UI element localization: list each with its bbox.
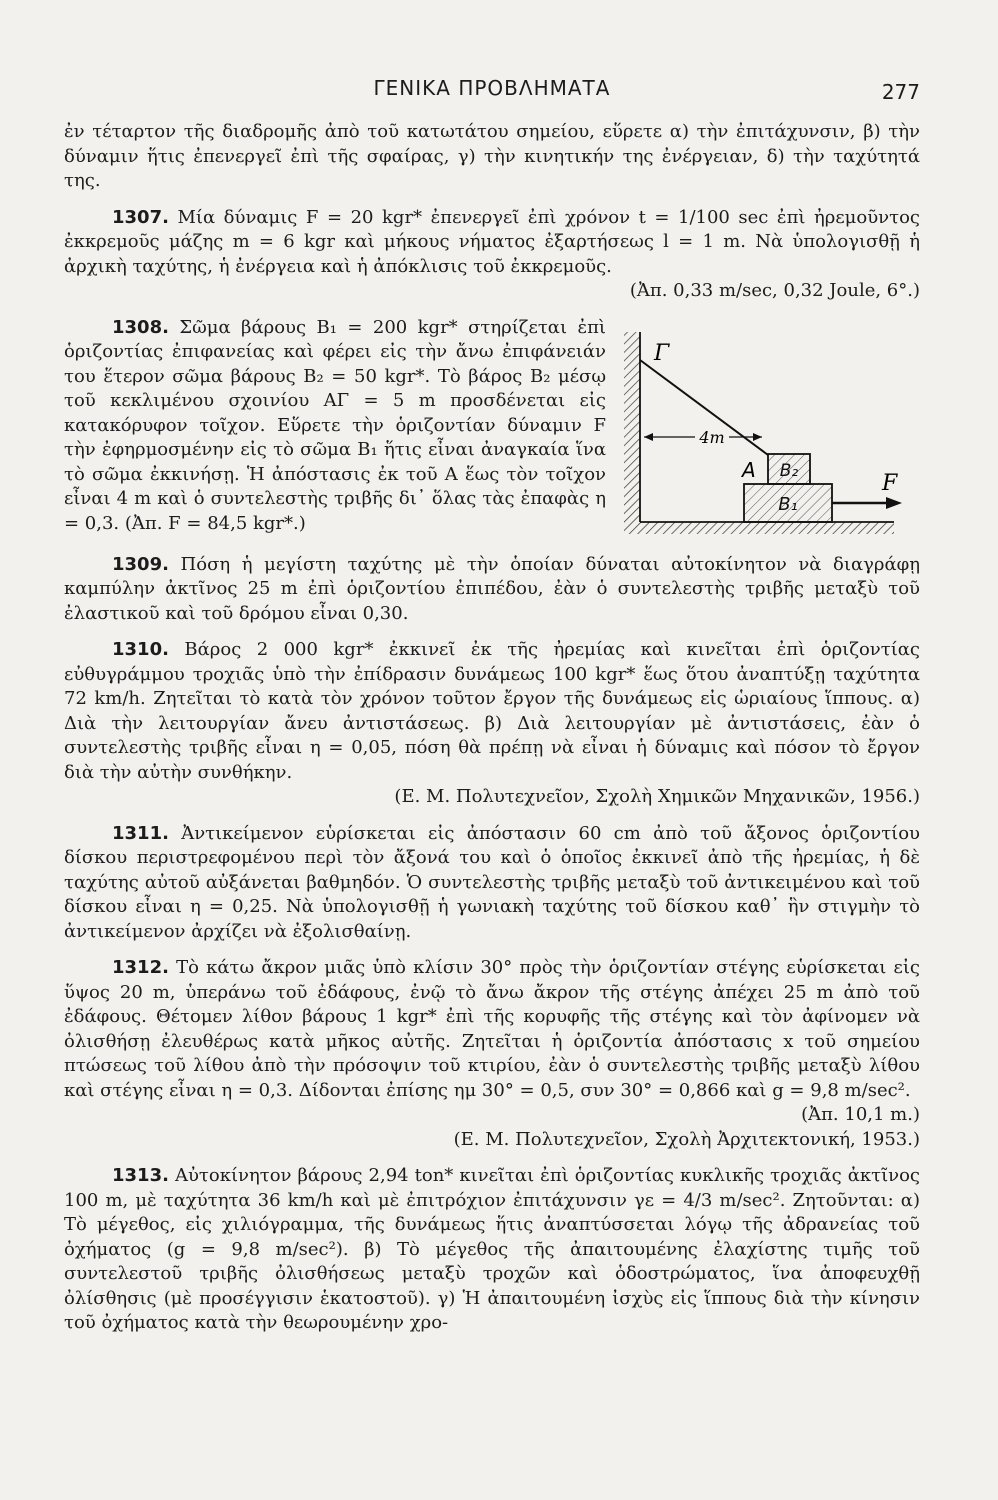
problem-number: 1309. [112, 553, 169, 575]
problem-text: Μία δύναμις F = 20 kgr* ἐπενεργεῖ ἐπὶ χρόνον t = 1/100 sec ἐπὶ ἠρεμοῦντος ἐκκρεμοῦς μάζης m = 6 kgr καὶ μήκους νήματος ἐξαρτήσεως l = 1 m. Νὰ ὑπολογισθῇ ἡ ἀρχικὴ ταχύτης, ἡ ἐνέργεια καὶ ἡ ἀπόκλισις τοῦ ἐκκρεμοῦς. [64, 206, 920, 277]
problem-1313 [64, 1164, 920, 1336]
wall [624, 332, 640, 522]
problem-number: 1312. [112, 957, 169, 978]
problem-answer: (Ἀπ. 0,33 m/sec, 0,32 Joule, 6°.) [629, 280, 920, 301]
figure-rope-blocks [620, 322, 920, 537]
ground [624, 522, 894, 534]
problem-text: Τὸ κάτω ἄκρον μιᾶς ὑπὸ κλίσιν 30° πρὸς τὴν ὁριζοντίαν στέγης εὑρίσκεται εἰς ὕψος 20 m, ὑπεράνω τοῦ ἐδάφους, ἐνῷ τὸ ἄνω ἄκρον τῆς στέγης ἀπέχει 25 m ἀπὸ τοῦ ἐδάφους. Θέτομεν λίθον βάρους 1 kgr* ἐπὶ τῆς κορυφῆς τῆς στέγης καὶ τὸν ἀφίνομεν νὰ ὀλισθήσῃ ἐλευθέρως κατὰ μῆκος αὐτῆς. Ζητεῖται ἡ ὁριζοντία ἀπόστασις x τοῦ σημείου πτώσεως τοῦ λίθου ἀπὸ τὴν πρόσοψιν τοῦ κτιρίου, ἐὰν ὁ συντελεστὴς τριβῆς μεταξὺ λίθου καὶ στέγης εἶναι η = 0,3. Δίδονται ἐπίσης ημ 30° = 0,5, συν 30° = 0,866 καὶ g = 9,8 m/sec². [64, 957, 920, 1101]
page-header [64, 76, 920, 104]
problem-number: 1313. [112, 1165, 169, 1186]
problem-number: 1308. [112, 316, 169, 338]
problem-text: Πόση ἡ μεγίστη ταχύτης μὲ τὴν ὁποίαν δύναται αὐτοκίνητον νὰ διαγράφῃ καμπύλην ἀκτῖνος 25 m ἐπὶ ὁριζοντίου ἐπιπέδου, ἐὰν ὁ συντελεστὴς τριβῆς μεταξὺ τοῦ ἐλαστικοῦ καὶ τοῦ δρόμου εἶναι 0,30. [64, 553, 920, 624]
point-a-label: A [742, 457, 756, 482]
problem-1308 [64, 316, 920, 541]
rope-blocks-diagram [620, 322, 920, 537]
problem-number: 1310. [112, 639, 169, 660]
problem-1311 [64, 822, 920, 945]
distance-arrow-left [644, 433, 653, 441]
problem-text: Σῶμα βάρους B₁ = 200 kgr* στηρίζεται ἐπὶ ὁριζοντίας ἐπιφανείας καὶ φέρει εἰς τὴν ἄνω ἐπιφάνειάν του ἕτερον σῶμα βάρους B₂ = 50 kgr*. Τὸ βάρος B₂ μέσῳ τοῦ κεκλιμένου σχοινίου ΑΓ = 5 m προσδένεται εἰς κατακόρυφον τοῖχον. Εὕρετε τὴν ὁριζοντίαν δύναμιν F τὴν ἐφηρμοσμένην εἰς τὸ σῶμα B₁ ἥτις εἶναι ἀναγκαία ἵνα τὸ σῶμα ἐκκινήσῃ. Ἡ ἀπόστασις ἐκ τοῦ A ἕως τὸν τοῖχον εἶναι 4 m καὶ ὁ συντελεστὴς τριβῆς δι᾿ ὅλας τὰς ἐπαφὰς η = 0,3. [64, 316, 606, 534]
problem-number: 1311. [112, 822, 169, 844]
distance-arrow-right [753, 433, 762, 441]
body-text [64, 120, 920, 1336]
problem-number: 1307. [112, 206, 169, 228]
block-b1-label: B₁ [778, 493, 798, 515]
point-gamma-label: Γ [654, 340, 670, 366]
problem-text: Βάρος 2 000 kgr* ἐκκινεῖ ἐκ τῆς ἠρεμίας καὶ κινεῖται ἐπὶ ὁριζοντίας εὐθυγράμμου τροχιᾶς ὑπὸ τὴν ἐπίδρασιν δυνάμεως 100 kgr* ἕως ὅτου ἀναπτύξῃ ταχύτητα 72 km/h. Ζητεῖται τὸ κατὰ τὸν χρόνον τοῦτον ἔργον τῆς δυνάμεως εἰς ὡριαίους ἵππους. α) Διὰ τὴν λειτουργίαν ἄνευ ἀντιστάσεως. β) Διὰ λειτουργίαν μὲ ἀντιστάσεις, ἐὰν ὁ συντελεστὴς τριβῆς εἶναι η = 0,05, πόση θὰ πρέπῃ νὰ εἶναι ἡ δύναμις καὶ πόσον τὸ ἔργον διὰ τὴν αὐτὴν συνθήκην. [64, 639, 920, 783]
problem-answer: (Ἀπ. F = 84,5 kgr*.) [124, 512, 306, 534]
problem-source: (Ε. Μ. Πολυτεχνεῖον, Σχολὴ Χημικῶν Μηχανικῶν, 1956.) [394, 786, 920, 807]
intro-paragraph: ἐν τέταρτον τῆς διαδρομῆς ἀπὸ τοῦ κατωτάτου σημείου, εὕρετε α) τὴν ἐπιτάχυνσιν, β) τὴν δύναμιν ἥτις ἐπενεργεῖ ἐπὶ τῆς σφαίρας, γ) τὴν κινητικήν της ἐνέργειαν, δ) τὴν ταχύτητά της. [64, 121, 920, 191]
running-title: ΓΕΝΙΚΑ ΠΡΟΒΛΗΜΑΤΑ [373, 76, 611, 100]
problem-1312 [64, 956, 920, 1152]
force-label: F [882, 470, 898, 496]
distance-label: 4m [699, 427, 725, 447]
problem-1309 [64, 553, 920, 627]
problem-1307 [64, 206, 920, 304]
problem-1310 [64, 638, 920, 810]
problem-answer: (Ἀπ. 10,1 m.) [801, 1104, 920, 1125]
page-number: 277 [881, 80, 920, 104]
problem-source: (Ε. Μ. Πολυτεχνεῖον, Σχολὴ Ἀρχιτεκτονική, 1953.) [453, 1128, 920, 1150]
problem-text: Ἀντικείμενον εὑρίσκεται εἰς ἀπόστασιν 60 cm ἀπὸ τοῦ ἄξονος ὁριζοντίου δίσκου περιστρεφομένου περὶ τὸν ἄξονά του καὶ ὁ ὁποῖος ἐκκινεῖ ἀπὸ τῆς ἠρεμίας, ἡ δὲ ταχύτης αὐτοῦ αὐξάνεται βαθμηδόν. Ὁ συντελεστὴς τριβῆς μεταξὺ τοῦ ἀντικειμένου καὶ τοῦ δίσκου εἶναι η = 0,25. Νὰ ὑπολογισθῇ ἡ γωνιακὴ ταχύτης τοῦ δίσκου καθ᾿ ἣν στιγμὴν τὸ ἀντικείμενον ἀρχίζει νὰ ἐξολισθαίνῃ. [64, 822, 920, 942]
block-b2-label: B₂ [779, 460, 799, 481]
problem-text: Αὐτοκίνητον βάρους 2,94 ton* κινεῖται ἐπὶ ὁριζοντίας κυκλικῆς τροχιᾶς ἀκτῖνος 100 m, μὲ ταχύτητα 36 km/h καὶ μὲ ἐπιτρόχιον ἐπιτάχυνσιν γε = 4/3 m/sec². Ζητοῦνται: α) Τὸ μέγεθος, εἰς χιλιόγραμμα, τῆς δυνάμεως ἥτις ἀναπτύσσεται λόγῳ τῆς ἀδρανείας τοῦ ὀχήματος (g = 9,8 m/sec²). β) Τὸ μέγεθος τῆς ἀπαιτουμένης ἐλαχίστης τιμῆς τοῦ συντελεστοῦ τριβῆς ὀλισθήσεως μεταξὺ τροχῶν καὶ ὁδοστρώματος, ἵνα ἀποφευχθῇ ὀλίσθησις (μὲ προσέγγισιν ἑκατοστοῦ). γ) Ἡ ἀπαιτουμένη ἰσχὺς εἰς ἵππους διὰ τὴν κίνησιν τοῦ ὀχήματος κατὰ τὴν θεωρουμένην χρο- [64, 1165, 920, 1333]
force-arrow-head [886, 497, 902, 509]
